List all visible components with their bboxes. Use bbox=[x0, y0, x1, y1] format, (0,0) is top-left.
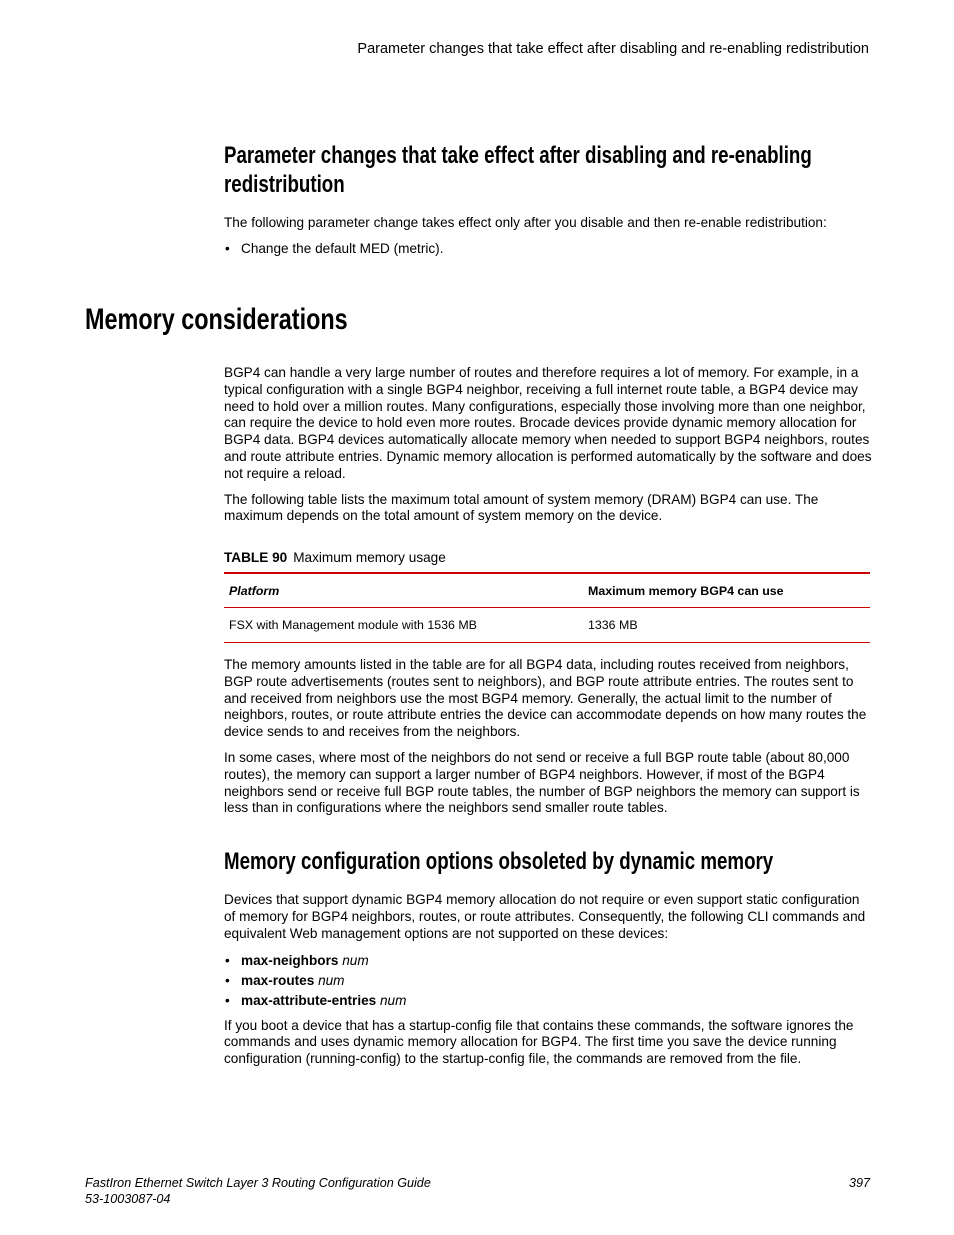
command-name: max-attribute-entries bbox=[241, 992, 377, 1008]
table-title: Maximum memory usage bbox=[293, 550, 446, 565]
list-item bbox=[224, 951, 872, 971]
obsolete-commands-paragraph: Devices that support dynamic BGP4 memory allocation do not require or even support static configuration of memory for BGP4 neighbors, routes, or route attributes. Consequently, the following CLI commands and equivalent Web management options are not supported on these devices: bbox=[224, 892, 866, 941]
section2-body-bottom bbox=[224, 657, 872, 817]
memory-usage-table bbox=[224, 572, 870, 643]
section-heading-parameter-changes-cont: redistribution bbox=[224, 171, 345, 198]
table-row bbox=[224, 608, 870, 643]
table-label: TABLE 90 bbox=[224, 550, 288, 565]
footer-doc-number: 53-1003087-04 bbox=[85, 1192, 171, 1206]
memory-neighbors-paragraph: In some cases, where most of the neighbors do not send or receive a full BGP route table (about 80,000 routes), the memory can support a larger number of BGP4 neighbors. However, if most of the BGP4 neighbors send or receive full BGP route tables, the number of BGP neighbors the memory can support is less than in configurations where the neighbors send smaller route tables. bbox=[224, 749, 860, 816]
command-arg: num bbox=[318, 973, 345, 989]
footer-left bbox=[85, 1175, 431, 1207]
table-cell-max-memory: 1336 MB bbox=[583, 608, 870, 643]
section-heading-parameter-changes: Parameter changes that take effect after disabling and re-enabling bbox=[224, 142, 812, 169]
table-header-platform: Platform bbox=[224, 573, 583, 608]
list-item bbox=[224, 991, 872, 1011]
section2-body-top bbox=[224, 365, 872, 525]
table-cell-platform: FSX with Management module with 1536 MB bbox=[224, 608, 583, 643]
memory-intro-paragraph: BGP4 can handle a very large number of routes and therefore requires a lot of memory. For example, in a typical configuration with a single BGP4 neighbor, receiving a full internet route table, a BGP4 device may need to hold over a million routes. Many configurations, especially those involving more than one neighbor, can require the device to hold even more routes. Brocade devices provide dynamic memory allocation for BGP4 data. BGP4 devices automatically allocate memory when needed to support BGP4 neighbors, routes and route attribute entries. Dynamic memory allocation is performed automatically by the software and does not require a reload. bbox=[224, 365, 872, 481]
memory-amounts-paragraph: The memory amounts listed in the table are for all BGP4 data, including routes received from neighbors, BGP route advertisements (routes sent to neighbors), and BGP route attribute entries. The routes sent to and received from neighbors use the most BGP4 memory. Generally, the actual limit to the number of neighbors, routes, or route attribute entries the device can accommodate depends on how many routes the device sends to and receives from the neighbors. bbox=[224, 657, 867, 740]
command-name: max-neighbors bbox=[241, 953, 339, 969]
startup-config-paragraph: If you boot a device that has a startup-config file that contains these commands, the software ignores the commands and uses dynamic memory allocation for BGP4. The first time you save the device running configuration (running-config) to the startup-config file, the commands are removed from the file. bbox=[224, 1017, 854, 1067]
list-item bbox=[224, 971, 872, 991]
section1-intro: The following parameter change takes effect only after you disable and then re-enable redistribution: bbox=[224, 215, 827, 230]
footer-guide-title: FastIron Ethernet Switch Layer 3 Routing Configuration Guide bbox=[85, 1176, 431, 1190]
section1-bullet-list bbox=[224, 241, 872, 258]
running-header: Parameter changes that take effect after disabling and re-enabling redistribution bbox=[357, 41, 869, 57]
table-header-max-memory: Maximum memory BGP4 can use bbox=[583, 573, 870, 608]
section1-body bbox=[224, 215, 872, 258]
obsolete-commands-list bbox=[224, 951, 872, 1010]
section3-body bbox=[224, 892, 872, 1068]
table-header-row bbox=[224, 573, 870, 608]
command-name: max-routes bbox=[241, 973, 315, 989]
table-caption bbox=[224, 550, 446, 565]
list-item: • Change the default MED (metric). bbox=[224, 241, 872, 258]
section-heading-memory-configuration: Memory configuration options obsoleted by dynamic memory bbox=[224, 848, 774, 875]
memory-table-intro-paragraph: The following table lists the maximum total amount of system memory (DRAM) BGP4 can use. The maximum depends on the total amount of system memory on the device. bbox=[224, 491, 819, 524]
command-arg: num bbox=[380, 992, 407, 1008]
chapter-heading-memory-considerations: Memory considerations bbox=[85, 303, 348, 336]
footer-page-number: 397 bbox=[848, 1176, 870, 1190]
command-arg: num bbox=[342, 953, 369, 969]
